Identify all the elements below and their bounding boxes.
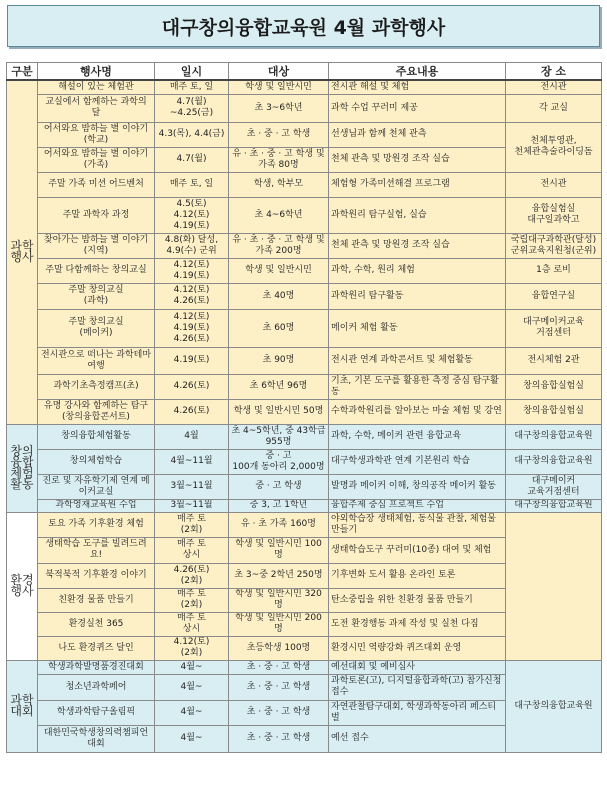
event-name: 친환경 물품 만들기 (38, 588, 155, 612)
event-content: 야외학습장 생태체험, 동식물 관찰, 체험물 만들기 (329, 512, 506, 537)
page-title: 대구창의융합교육원 4월 과학행사 (7, 5, 600, 47)
event-place: 각 교실 (506, 94, 602, 122)
event-place: 융합연구실 (506, 283, 602, 309)
event-date: 4.12(토) 4.19(토) (155, 258, 229, 283)
event-date: 매주 토 상시 (155, 537, 229, 563)
event-target: 중 · 고 학생 (229, 474, 329, 499)
event-date: 4.12(토) (2회) (155, 636, 229, 660)
table-row (7, 258, 602, 283)
event-target: 초 · 중 · 고 학생 (229, 122, 329, 147)
table-row (7, 424, 602, 449)
header-row (7, 63, 602, 81)
event-date: 4월~ (155, 674, 229, 700)
event-content: 과학, 수학, 메이커 관련 융합교육 (329, 424, 506, 449)
event-date: 4월~11월 (155, 449, 229, 474)
event-place: 대구창의융합교육원 (506, 449, 602, 474)
event-content: 천체 관측 및 망원경 조작 실습 (329, 147, 506, 172)
schedule-table (6, 62, 602, 753)
event-name: 창의융합체험활동 (38, 424, 155, 449)
header-content: 주요내용 (329, 63, 506, 81)
event-name: 유명 강사와 함께하는 탐구(창의융합콘서트) (38, 399, 155, 424)
event-content: 기후변화 도서 활용 온라인 토론 (329, 563, 506, 588)
event-place: 대구창의융합교육원 (506, 424, 602, 449)
event-place: 융합실험실 대구일과학고 (506, 197, 602, 233)
table-row (7, 233, 602, 258)
event-target: 학생 및 일반시민 100명 (229, 537, 329, 563)
table-row (7, 347, 602, 374)
event-date: 4.3(목), 4.4(금) (155, 122, 229, 147)
event-place: 1층 로비 (506, 258, 602, 283)
event-name: 학생과학발명품경진대회 (38, 660, 155, 674)
event-name: 과학영재교육원 수업 (38, 499, 155, 512)
event-date: 매주 토, 일 (155, 80, 229, 94)
event-place: 대구창의융합교육원 (506, 660, 602, 752)
table-row (7, 122, 602, 147)
event-content: 전시관 해설 및 체험 (329, 80, 506, 94)
event-name: 진로 및 자유학기제 연계 메이커교실 (38, 474, 155, 499)
event-name: 교실에서 함께하는 과학의 달 (38, 94, 155, 122)
event-date: 4.7(월) (155, 147, 229, 172)
event-place: 창의융합실험실 (506, 374, 602, 399)
event-place: 창의융합실험실 (506, 399, 602, 424)
event-target: 학생 및 일반시민 (229, 258, 329, 283)
event-name: 주말 과학자 과정 (38, 197, 155, 233)
table-row (7, 94, 602, 122)
event-target: 초 90명 (229, 347, 329, 374)
event-date: 4월 (155, 424, 229, 449)
event-target: 초 3~6학년 (229, 94, 329, 122)
event-date: 4.12(토) 4.26(토) (155, 283, 229, 309)
event-content: 전시관 연계 과학콘서트 및 체험활동 (329, 347, 506, 374)
table-row (7, 374, 602, 399)
event-target: 초 40명 (229, 283, 329, 309)
event-name: 학생과학탐구올림픽 (38, 700, 155, 725)
table-row (7, 499, 602, 512)
event-content: 예선대회 및 예비심사 (329, 660, 506, 674)
event-date: 4.26(토) (155, 399, 229, 424)
event-target: 학생 및 일반시민 50명 (229, 399, 329, 424)
event-content: 융합주제 중심 프로젝트 수업 (329, 499, 506, 512)
event-date: 4.26(토) (2회) (155, 563, 229, 588)
event-content: 생태학습도구 꾸러미(10종) 대여 및 체험 (329, 537, 506, 563)
table-row (7, 197, 602, 233)
event-name: 주말 가족 미션 어드벤처 (38, 172, 155, 197)
event-target: 학생 및 일반시민 320명 (229, 588, 329, 612)
event-target: 학생 및 일반시민 (229, 80, 329, 94)
event-date: 4.12(토) 4.19(토) 4.26(토) (155, 309, 229, 347)
event-target: 초등학생 100명 (229, 636, 329, 660)
event-name: 주말 창의교실 (메이커) (38, 309, 155, 347)
table-row (7, 283, 602, 309)
event-target: 초 4~6학년 (229, 197, 329, 233)
event-target: 초 · 중 · 고 학생 (229, 660, 329, 674)
event-name: 토요 가족 기후환경 체험 (38, 512, 155, 537)
event-date: 4.5(토) 4.12(토) 4.19(토) (155, 197, 229, 233)
table-row (7, 399, 602, 424)
category-cell-contest: 과학 대회 (7, 660, 38, 752)
table-row (7, 172, 602, 197)
table-row (7, 80, 602, 94)
event-name: 주말 다함께하는 창의교실 (38, 258, 155, 283)
event-target: 유 · 초 가족 160명 (229, 512, 329, 537)
event-name: 찾아가는 밤하늘 별 이야기(지역) (38, 233, 155, 258)
event-place: 전시관 (506, 172, 602, 197)
event-place: 대구메이커교육 거점센터 (506, 309, 602, 347)
event-target: 학생 및 일반시민 200명 (229, 612, 329, 636)
event-target: 중 · 고 100개 동아리 2,000명 (229, 449, 329, 474)
event-date: 3월~11월 (155, 474, 229, 499)
event-date: 4.7(월) ~4.25(금) (155, 94, 229, 122)
event-target: 중 3, 고 1학년 (229, 499, 329, 512)
event-place: 천체투영관, 천체관측술라이딩돔 (506, 122, 602, 172)
event-content: 자연관찰탐구대회, 학생과학동아리 페스티벌 (329, 700, 506, 725)
event-name: 청소년과학페어 (38, 674, 155, 700)
event-target: 초 · 중 · 고 학생 (229, 674, 329, 700)
event-content: 발명과 메이커 이해, 창의공작 메이커 활동 (329, 474, 506, 499)
event-name: 어서와요 밤하늘 별 이야기(학교) (38, 122, 155, 147)
event-content: 기초, 기본 도구를 활용한 측정 중심 탐구활동 (329, 374, 506, 399)
event-content: 탄소중립을 위한 친환경 물품 만들기 (329, 588, 506, 612)
event-content: 과학토론(고), 디지털융합과학(고) 참가신청 접수 (329, 674, 506, 700)
event-name: 창의체험학습 (38, 449, 155, 474)
event-date: 매주 토 (2회) (155, 588, 229, 612)
event-target: 초 · 중 · 고 학생 (229, 725, 329, 752)
event-content: 도전 환경행동 과제 작성 및 실천 다짐 (329, 612, 506, 636)
table-row (7, 512, 602, 537)
event-place (506, 512, 602, 660)
event-content: 수학과학원리를 알아보는 마술 체험 및 강연 (329, 399, 506, 424)
event-target: 초 3~중 2학년 250명 (229, 563, 329, 588)
event-target: 유 · 초 · 중 · 고 학생 및 가족 80명 (229, 147, 329, 172)
event-content: 선생님과 함께 천체 관측 (329, 122, 506, 147)
event-name: 북적북적 기후환경 이야기 (38, 563, 155, 588)
event-date: 매주 토 (2회) (155, 512, 229, 537)
header-target: 대상 (229, 63, 329, 81)
event-target: 초 6학년 96명 (229, 374, 329, 399)
event-date: 4월~ (155, 700, 229, 725)
event-target: 유 · 초 · 중 · 고 학생 및 가족 200명 (229, 233, 329, 258)
event-place: 국립대구과학관(달성) 군위교육지원청(군위) (506, 233, 602, 258)
event-content: 메이커 체험 활동 (329, 309, 506, 347)
header-place: 장 소 (506, 63, 602, 81)
category-cell-env: 환경 행사 (7, 512, 38, 660)
event-date: 4월~ (155, 725, 229, 752)
event-name: 어서와요 밤하늘 별 이야기(가족) (38, 147, 155, 172)
table-row (7, 449, 602, 474)
event-name: 과학기초측정캠프(초) (38, 374, 155, 399)
event-name: 대한민국학생창의력챔피언대회 (38, 725, 155, 752)
event-content: 환경시민 역량강화 퀴즈대회 운영 (329, 636, 506, 660)
event-content: 예선 접수 (329, 725, 506, 752)
header-event: 행사명 (38, 63, 155, 81)
event-content: 과학 수업 꾸러미 제공 (329, 94, 506, 122)
header-category: 구분 (7, 63, 38, 81)
event-place: 전시체험 2관 (506, 347, 602, 374)
event-date: 4.8(화) 달성, 4.9(수) 군위 (155, 233, 229, 258)
event-content: 체험형 가족미션해결 프로그램 (329, 172, 506, 197)
event-target: 초 · 중 · 고 학생 (229, 700, 329, 725)
event-date: 4.26(토) (155, 374, 229, 399)
event-name: 해설이 있는 체험관 (38, 80, 155, 94)
event-name: 전시관으로 떠나는 과학테마여행 (38, 347, 155, 374)
event-content: 대구학생과학관 연계 기본원리 학습 (329, 449, 506, 474)
event-place: 대구창의융합교육원 (506, 499, 602, 512)
event-content: 과학원리 탐구실험, 실습 (329, 197, 506, 233)
event-name: 환경실천 365 (38, 612, 155, 636)
event-date: 4.19(토) (155, 347, 229, 374)
event-place: 전시관 (506, 80, 602, 94)
event-target: 초 60명 (229, 309, 329, 347)
event-date: 매주 토 상시 (155, 612, 229, 636)
event-place: 대구메이커 교육거점센터 (506, 474, 602, 499)
event-name: 나도 환경퀴즈 달인 (38, 636, 155, 660)
event-target: 학생, 학부모 (229, 172, 329, 197)
category-cell-science: 과학 행사 (7, 80, 38, 424)
event-name: 주말 창의교실 (과학) (38, 283, 155, 309)
event-content: 과학, 수학, 원리 체험 (329, 258, 506, 283)
event-target: 초 4~5학년, 중 43학급 955명 (229, 424, 329, 449)
event-content: 과학원리 탐구활동 (329, 283, 506, 309)
table-row (7, 660, 602, 674)
event-date: 3월~11월 (155, 499, 229, 512)
event-content: 천체 관측 및 망원경 조작 실습 (329, 233, 506, 258)
event-date: 매주 토, 일 (155, 172, 229, 197)
category-cell-creative: 창의 융합 체험 활동 (7, 424, 38, 512)
event-name: 생태학습 도구를 빌려드려요! (38, 537, 155, 563)
header-date: 일시 (155, 63, 229, 81)
event-date: 4월~ (155, 660, 229, 674)
table-row (7, 474, 602, 499)
table-row (7, 309, 602, 347)
